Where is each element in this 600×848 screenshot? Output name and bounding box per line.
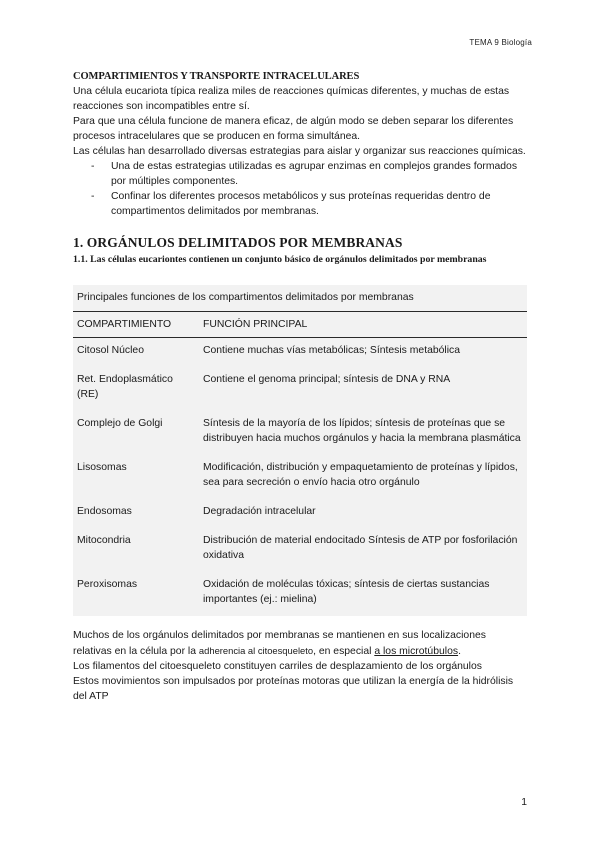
table-row: [73, 338, 527, 368]
compartment-cell: Mitocondria: [77, 535, 131, 546]
table-row: [73, 528, 527, 572]
compartment-cell: Citosol Núcleo: [77, 345, 144, 356]
microtubules-link: a los microtúbulos: [374, 646, 459, 657]
compartment-cell: Ret. Endoplasmático (RE): [77, 374, 173, 400]
compartments-table: [73, 311, 527, 616]
intro-paragraph-3: Las células han desarrollado diversas estrategias para aislar y organizar sus reacciones químicas.: [73, 146, 526, 157]
compartment-cell: Endosomas: [77, 506, 132, 517]
closing-paragraph: [73, 628, 527, 659]
compartment-cell: Peroxisomas: [77, 579, 138, 590]
strategy-list: [73, 159, 527, 219]
closing-line-3: Estos movimientos son impulsados por proteínas motoras que utilizan la energía de la hidrólisis del ATP: [73, 676, 514, 702]
closing-text-part: Muchos de los orgánulos delimitados por membranas se mantienen en sus localizaciones relativas en la célula por la: [73, 630, 486, 657]
table-row: [73, 455, 527, 499]
function-cell: Distribución de material endocitado Síntesis de ATP por fosforilación oxidativa: [203, 535, 518, 561]
document-title: COMPARTIMIENTOS Y TRANSPORTE INTRACELULARES: [73, 71, 360, 82]
closing-line-2: Los filamentos del citoesqueleto constituyen carriles de desplazamiento de los orgánulos: [73, 661, 482, 672]
function-cell: Modificación, distribución y empaquetamiento de proteínas y lípidos, sea para secreción o envío hacia otro orgánulo: [203, 462, 518, 488]
column-header-compartment: COMPARTIMIENTO: [73, 312, 199, 338]
function-cell: Contiene muchas vías metabólicas; Síntesis metabólica: [203, 345, 461, 356]
intro-paragraph-2: Para que una célula funcione de manera eficaz, de algún modo se deben separar los diferentes procesos intracelulares que se producen en forma simultánea.: [73, 116, 514, 142]
column-header-function: FUNCIÓN PRINCIPAL: [199, 312, 527, 338]
table-row: [73, 499, 527, 528]
closing-text-part: .: [458, 646, 461, 657]
table-header-row: [73, 312, 527, 338]
intro-paragraph-1: Una célula eucariota típica realiza miles de reacciones químicas diferentes, y muchas de estas reacciones son incompatibles entre sí.: [73, 86, 510, 112]
strategy-item: - Una de estas estrategias utilizadas es agrupar enzimas en complejos grandes formados por múltiples componentes.: [91, 159, 527, 189]
page-number: 1: [521, 797, 527, 808]
table-caption: Principales funciones de los compartimentos delimitados por membranas: [73, 285, 527, 311]
table-row: [73, 572, 527, 616]
function-cell: Contiene el genoma principal; síntesis de DNA y RNA: [203, 374, 451, 385]
compartments-table-block: [73, 285, 527, 616]
header-course-label: TEMA 9 Biología: [469, 38, 532, 47]
function-cell: Síntesis de la mayoría de los lípidos; síntesis de proteínas que se distribuyen hacia muchos orgánulos y hacia la membrana plasmática: [203, 418, 521, 444]
table-row: [73, 411, 527, 455]
document-body: [73, 70, 527, 704]
function-cell: Oxidación de moléculas tóxicas; síntesis de ciertas sustancias importantes (ej.: mielina): [203, 579, 490, 605]
table-row: [73, 367, 527, 411]
subsection-heading: 1.1. Las células eucariontes contienen un conjunto básico de orgánulos delimitados por membranas: [73, 254, 487, 265]
section-heading: 1. ORGÁNULOS DELIMITADOS POR MEMBRANAS: [73, 235, 403, 250]
compartment-cell: Complejo de Golgi: [77, 418, 163, 429]
closing-emphasis: adherencia al citoesqueleto: [198, 645, 314, 656]
strategy-item: - Confinar los diferentes procesos metabólicos y sus proteínas requeridas dentro de compartimentos delimitados por membranas.: [91, 189, 527, 219]
closing-text-part: , en especial: [313, 646, 375, 657]
compartment-cell: Lisosomas: [77, 462, 127, 473]
function-cell: Degradación intracelular: [203, 506, 316, 517]
